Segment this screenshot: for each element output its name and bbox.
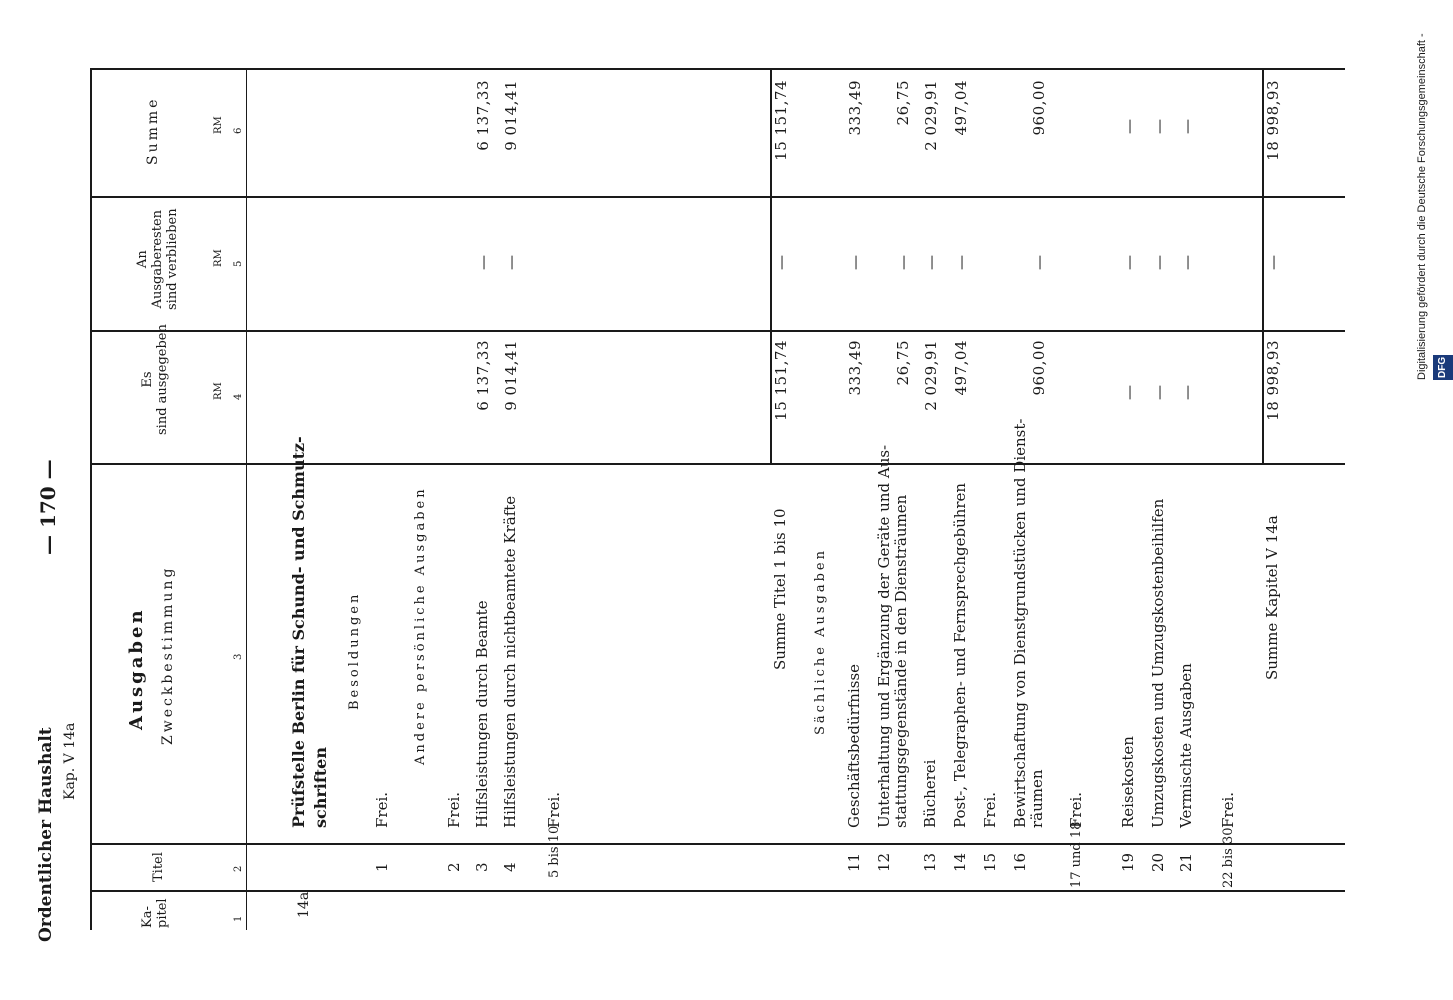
sum-kapitel-label: Summe Kapitel V 14a bbox=[1263, 515, 1281, 680]
row-titel: 22 bis 30 bbox=[1221, 827, 1236, 888]
row-text: Bewirtschaftung von Dienstgrundstücken und Dienst- räumen bbox=[1011, 418, 1046, 828]
row-c4: — bbox=[1178, 385, 1196, 400]
row-text: Bücherei bbox=[921, 759, 939, 828]
row-c6: 2 029,91 bbox=[922, 80, 940, 151]
row-c5: — bbox=[1178, 255, 1196, 270]
row-text: Frei. bbox=[981, 791, 999, 828]
page-number: — 170 — bbox=[36, 459, 60, 555]
row-titel: 14 bbox=[951, 852, 969, 872]
col-sep-titel-text bbox=[90, 843, 1345, 845]
row-text: Geschäftsbedürfnisse bbox=[845, 663, 863, 828]
row-titel: 4 bbox=[501, 862, 519, 872]
sum-c5: — bbox=[772, 255, 790, 270]
col-header-zweckbestimmung: Zweckbestimmung bbox=[160, 565, 176, 745]
dfg-logo: DFG bbox=[1433, 355, 1453, 380]
digitization-note bbox=[1412, 20, 1448, 980]
row-c4: — bbox=[1120, 385, 1138, 400]
row-c6: 333,49 bbox=[846, 80, 864, 136]
row-text: Reisekosten bbox=[1119, 736, 1137, 828]
row-text: Umzugskosten und Umzugskostenbeihilfen bbox=[1149, 498, 1167, 828]
section-title: Prüfstelle Berlin für Schund- und Schmutz- schriften bbox=[289, 436, 330, 828]
col-num-4: 4 bbox=[233, 393, 244, 400]
col-num-5: 5 bbox=[233, 260, 244, 267]
col-num-2: 2 bbox=[233, 865, 244, 872]
row-titel: 12 bbox=[875, 852, 893, 872]
row-titel: 17 und 18 bbox=[1069, 821, 1084, 888]
row-titel: 1 bbox=[373, 862, 391, 872]
row-text: Frei. bbox=[445, 791, 463, 828]
col-header-ausgegeben: Es sind ausgegeben bbox=[140, 324, 170, 435]
unit-rm-c5: RM bbox=[213, 249, 224, 267]
row-titel: 19 bbox=[1119, 852, 1137, 872]
row-text: Vermischte Ausgaben bbox=[1177, 663, 1195, 828]
row-text: Frei. bbox=[545, 791, 563, 828]
col-sep-right bbox=[90, 68, 1345, 70]
col-sep-text-c4 bbox=[90, 463, 1345, 465]
row-c5: — bbox=[1120, 255, 1138, 270]
unit-rm-c4: RM bbox=[213, 382, 224, 400]
row-c6: 960,00 bbox=[1030, 80, 1048, 136]
col-num-6: 6 bbox=[233, 127, 244, 134]
row-c4: 497,04 bbox=[952, 340, 970, 396]
sum-kapitel-c4: 18 998,93 bbox=[1264, 340, 1282, 421]
row-titel: 5 bis 10 bbox=[547, 825, 562, 878]
row-text: Frei. bbox=[1067, 791, 1085, 828]
row-c4: 333,49 bbox=[846, 340, 864, 396]
row-c6: 497,04 bbox=[952, 80, 970, 136]
digitization-text: Digitalisierung gefördert durch die Deutsche Forschungsgemeinschaft - bbox=[1416, 33, 1428, 380]
col-header-ausgabereste: An Ausgaberesten sind verblieben bbox=[135, 208, 180, 310]
unit-rm-c6: RM bbox=[213, 116, 224, 134]
row-c5: — bbox=[952, 255, 970, 270]
subheading-besoldungen: Besoldungen bbox=[347, 591, 362, 710]
row-text: Unterhaltung und Ergänzung der Geräte und Aus- stattungsgegenstände in den Diensträumen bbox=[875, 444, 910, 828]
sum-kapitel-c6: 18 998,93 bbox=[1264, 80, 1282, 161]
col-sep-kapitel-titel bbox=[90, 890, 1345, 892]
row-c4: 960,00 bbox=[1030, 340, 1048, 396]
sum-label: Summe Titel 1 bis 10 bbox=[771, 508, 789, 670]
row-text: Hilfsleistungen durch nichtbeamtete Kräfte bbox=[501, 495, 519, 828]
row-c4: 9 014,41 bbox=[502, 340, 520, 411]
row-titel: 20 bbox=[1149, 852, 1167, 872]
row-c6: 9 014,41 bbox=[502, 80, 520, 151]
row-titel: 13 bbox=[921, 852, 939, 872]
col-header-titel: Titel bbox=[151, 852, 166, 882]
col-sep-c4-c5 bbox=[90, 330, 1345, 332]
col-sep-c5-c6 bbox=[90, 196, 1345, 198]
header-bottom-line bbox=[246, 70, 247, 930]
col-num-1: 1 bbox=[233, 915, 244, 922]
col-header-summe: Summe bbox=[145, 96, 161, 165]
subheading-saechliche: Sächliche Ausgaben bbox=[813, 548, 828, 735]
row-c5: — bbox=[502, 255, 520, 270]
row-c4: 6 137,33 bbox=[474, 340, 492, 411]
header-subtitle: Kap. V 14a bbox=[62, 722, 78, 800]
row-titel: 11 bbox=[845, 852, 863, 872]
row-c6: — bbox=[1150, 119, 1168, 134]
row-c6: — bbox=[1178, 119, 1196, 134]
table-top-border bbox=[90, 70, 92, 930]
row-c5: — bbox=[922, 255, 940, 270]
row-c5: — bbox=[894, 255, 912, 270]
sum-c6: 15 151,74 bbox=[772, 80, 790, 161]
col-num-3: 3 bbox=[233, 653, 244, 660]
row-titel: 16 bbox=[1011, 852, 1029, 872]
row-c4: — bbox=[1150, 385, 1168, 400]
row-text: Hilfsleistungen durch Beamte bbox=[473, 600, 491, 828]
row-text: Post-, Telegraphen- und Fernsprechgebühren bbox=[951, 482, 969, 828]
row-c4: 26,75 bbox=[894, 340, 912, 386]
row-c6: — bbox=[1120, 119, 1138, 134]
col-header-ausgaben: Ausgaben bbox=[126, 607, 147, 730]
row-titel: 15 bbox=[981, 852, 999, 872]
sum-c4: 15 151,74 bbox=[772, 340, 790, 421]
row-titel: 21 bbox=[1177, 852, 1195, 872]
row-c5: — bbox=[1150, 255, 1168, 270]
sum-kapitel-c5: — bbox=[1264, 255, 1282, 270]
row-text: Frei. bbox=[1219, 791, 1237, 828]
row-titel: 3 bbox=[473, 862, 491, 872]
row-c4: 2 029,91 bbox=[922, 340, 940, 411]
row-c5: — bbox=[1030, 255, 1048, 270]
row-text: Frei. bbox=[373, 791, 391, 828]
subheading-andere: Andere persönliche Ausgaben bbox=[413, 486, 428, 765]
col-header-kapitel: Ka- pitel bbox=[140, 898, 170, 928]
row-c6: 6 137,33 bbox=[474, 80, 492, 151]
row-titel: 2 bbox=[445, 862, 463, 872]
row-c5: — bbox=[846, 255, 864, 270]
kapitel-number: 14a bbox=[296, 891, 312, 918]
header-title: Ordentlicher Haushalt bbox=[36, 727, 56, 942]
row-c6: 26,75 bbox=[894, 80, 912, 126]
row-c5: — bbox=[474, 255, 492, 270]
